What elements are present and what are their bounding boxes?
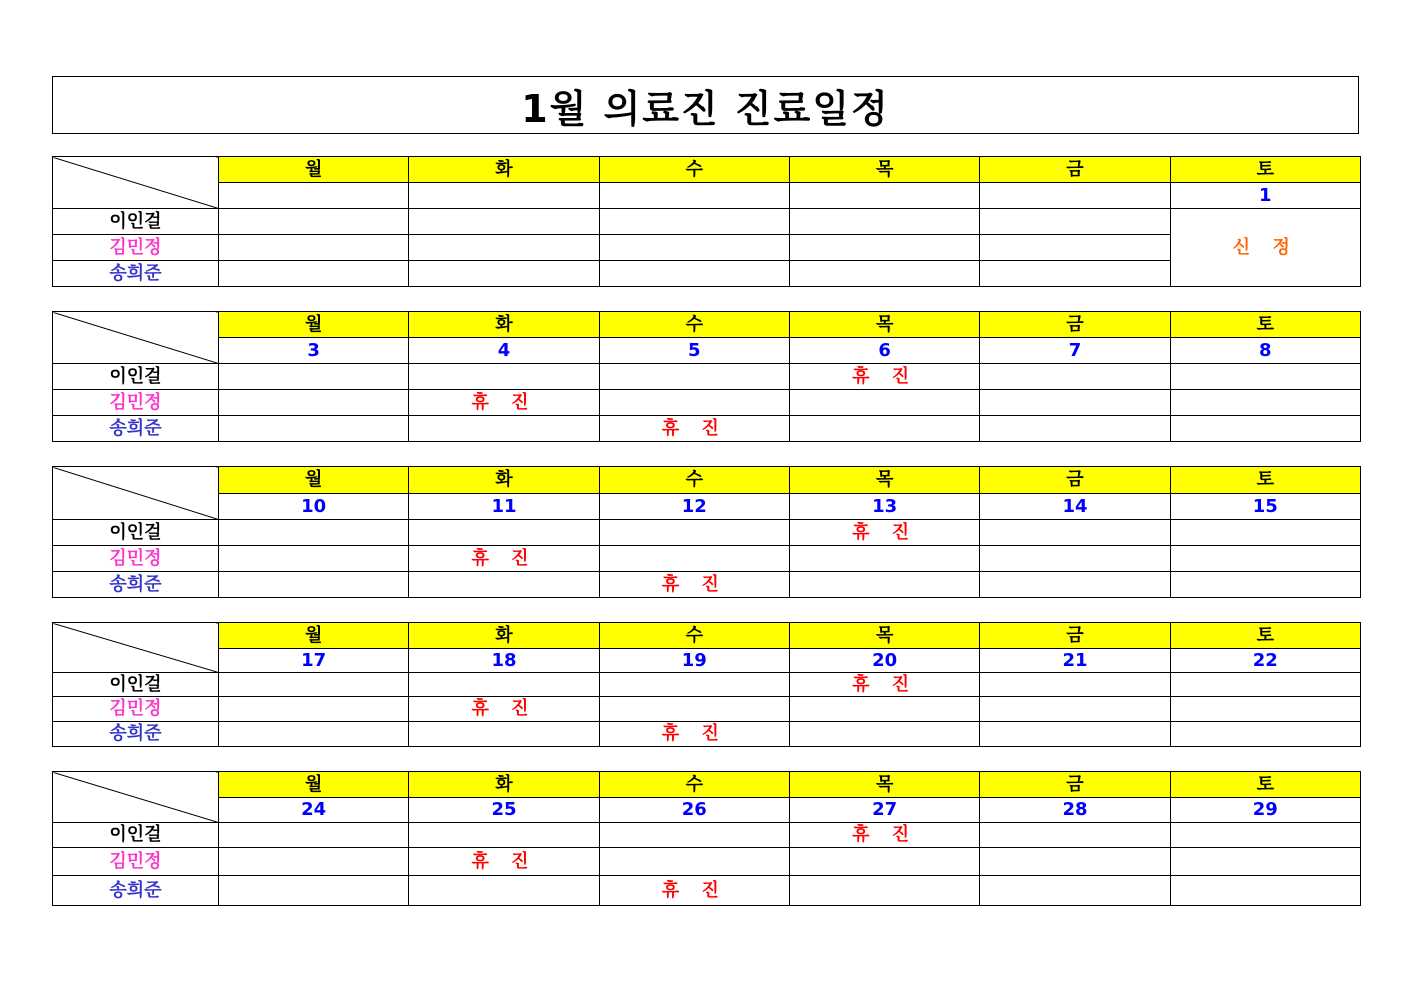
date-cell: 10 [219,494,409,520]
day-off-cell: 휴 진 [409,390,599,416]
date-cell: 14 [980,494,1170,520]
day-header-sat: 토 [1170,772,1360,798]
doctor-name-2: 김민정 [53,235,219,261]
day-header-mon: 월 [219,157,409,183]
day-off-cell: 휴 진 [409,546,599,572]
day-header-fri: 금 [980,312,1170,338]
day-header-sat: 토 [1170,157,1360,183]
schedule-cell [789,697,979,722]
schedule-cell [1170,364,1360,390]
schedule-cell [219,416,409,442]
schedule-cell [409,876,599,906]
schedule-cell [789,390,979,416]
day-header-tue: 화 [409,772,599,798]
schedule-cell [219,364,409,390]
day-header-wed: 수 [599,623,789,649]
day-header-tue: 화 [409,312,599,338]
day-off-cell: 휴 진 [789,823,979,848]
schedule-cell [219,261,409,287]
day-off-cell: 휴 진 [789,364,979,390]
day-off-cell: 휴 진 [789,673,979,697]
date-cell [980,183,1170,209]
day-header-tue: 화 [409,157,599,183]
schedule-cell [409,823,599,848]
week-table-5 [52,771,1361,906]
day-off-cell: 휴 진 [599,722,789,747]
schedule-cell [1170,546,1360,572]
schedule-cell [219,823,409,848]
date-cell: 26 [599,798,789,823]
date-cell: 20 [789,649,979,673]
schedule-cell [789,261,979,287]
schedule-cell [409,235,599,261]
date-cell: 28 [980,798,1170,823]
schedule-cell [599,390,789,416]
date-cell: 29 [1170,798,1360,823]
day-header-tue: 화 [409,623,599,649]
day-header-thu: 목 [789,772,979,798]
date-cell: 7 [980,338,1170,364]
date-cell: 3 [219,338,409,364]
doctor-name-2: 김민정 [53,390,219,416]
day-header-mon: 월 [219,623,409,649]
date-cell [219,183,409,209]
schedule-cell [1170,697,1360,722]
schedule-cell [980,823,1170,848]
schedule-cell [409,520,599,546]
schedule-cell [409,416,599,442]
schedule-cell [1170,520,1360,546]
schedule-cell [980,876,1170,906]
day-off-cell: 휴 진 [599,572,789,598]
schedule-cell [980,261,1170,287]
date-cell: 13 [789,494,979,520]
schedule-cell [409,261,599,287]
schedule-cell [599,697,789,722]
schedule-cell [1170,416,1360,442]
schedule-cell [789,722,979,747]
schedule-cell [219,848,409,876]
schedule-cell [980,390,1170,416]
week-table-2 [52,311,1361,442]
schedule-cell [789,876,979,906]
doctor-name-2: 김민정 [53,546,219,572]
schedule-cell [219,572,409,598]
date-cell: 22 [1170,649,1360,673]
date-cell [599,183,789,209]
week-table-4 [52,622,1361,747]
week-table-1 [52,156,1361,287]
schedule-cell [599,261,789,287]
date-cell [789,183,979,209]
schedule-cell [1170,572,1360,598]
schedule-cell [409,364,599,390]
day-header-thu: 목 [789,157,979,183]
schedule-cell [219,673,409,697]
date-cell: 27 [789,798,979,823]
date-cell: 19 [599,649,789,673]
day-header-fri: 금 [980,467,1170,494]
schedule-cell [789,546,979,572]
holiday-cell: 신 정 [1170,209,1360,287]
doctor-name-2: 김민정 [53,697,219,722]
schedule-cell [789,209,979,235]
schedule-cell [409,673,599,697]
day-header-wed: 수 [599,157,789,183]
day-off-cell: 휴 진 [409,697,599,722]
schedule-cell [219,697,409,722]
schedule-cell [789,235,979,261]
day-header-mon: 월 [219,312,409,338]
schedule-cell [1170,673,1360,697]
schedule-cell [980,546,1170,572]
day-off-cell: 휴 진 [789,520,979,546]
date-cell: 8 [1170,338,1360,364]
date-cell: 21 [980,649,1170,673]
schedule-cell [980,722,1170,747]
schedule-cell [1170,848,1360,876]
doctor-name-1: 이인걸 [53,520,219,546]
doctor-name-3: 송희준 [53,261,219,287]
corner-cell [53,467,219,520]
schedule-cell [599,823,789,848]
doctor-name-3: 송희준 [53,876,219,906]
schedule-cell [980,673,1170,697]
schedule-cell [1170,823,1360,848]
schedule-cell [219,520,409,546]
day-header-wed: 수 [599,772,789,798]
day-header-mon: 월 [219,772,409,798]
doctor-name-3: 송희준 [53,722,219,747]
schedule-cell [789,572,979,598]
schedule-cell [980,416,1170,442]
date-cell: 17 [219,649,409,673]
day-header-fri: 금 [980,772,1170,798]
date-cell: 1 [1170,183,1360,209]
schedule-cell [599,673,789,697]
schedule-cell [409,572,599,598]
day-header-sat: 토 [1170,312,1360,338]
date-cell: 18 [409,649,599,673]
schedule-cell [980,364,1170,390]
doctor-name-2: 김민정 [53,848,219,876]
day-header-wed: 수 [599,467,789,494]
doctor-name-1: 이인걸 [53,673,219,697]
schedule-cell [219,235,409,261]
day-header-thu: 목 [789,467,979,494]
schedule-cell [789,848,979,876]
schedule-cell [219,390,409,416]
date-cell: 24 [219,798,409,823]
schedule-cell [219,722,409,747]
date-cell: 6 [789,338,979,364]
date-cell: 15 [1170,494,1360,520]
schedule-cell [599,520,789,546]
day-off-cell: 휴 진 [599,876,789,906]
page-title: 1월 의료진 진료일정 [521,86,890,131]
schedule-cell [980,848,1170,876]
day-header-fri: 금 [980,623,1170,649]
date-cell: 11 [409,494,599,520]
day-header-tue: 화 [409,467,599,494]
schedule-cell [219,209,409,235]
schedule-cell [599,848,789,876]
day-header-thu: 목 [789,623,979,649]
schedule-cell [599,546,789,572]
doctor-name-1: 이인걸 [53,209,219,235]
day-header-mon: 월 [219,467,409,494]
day-header-fri: 금 [980,157,1170,183]
schedule-cell [1170,390,1360,416]
schedule-cell [409,209,599,235]
schedule-cell [980,209,1170,235]
corner-cell [53,623,219,673]
doctor-name-3: 송희준 [53,416,219,442]
corner-cell [53,312,219,364]
schedule-cell [219,876,409,906]
day-header-thu: 목 [789,312,979,338]
schedule-cell [599,209,789,235]
schedule-cell [599,235,789,261]
schedule-cell [1170,876,1360,906]
week-table-3 [52,466,1361,598]
day-header-wed: 수 [599,312,789,338]
schedule-cell [219,546,409,572]
schedule-cell [1170,722,1360,747]
corner-cell [53,157,219,209]
schedule-cell [409,722,599,747]
schedule-cell [789,416,979,442]
schedule-cell [599,364,789,390]
date-cell [409,183,599,209]
doctor-name-1: 이인걸 [53,364,219,390]
schedule-title-box [52,76,1359,134]
schedule-cell [980,572,1170,598]
day-off-cell: 휴 진 [599,416,789,442]
schedule-cell [980,697,1170,722]
schedule-cell [980,520,1170,546]
doctor-name-3: 송희준 [53,572,219,598]
corner-cell [53,772,219,823]
day-header-sat: 토 [1170,623,1360,649]
date-cell: 5 [599,338,789,364]
date-cell: 4 [409,338,599,364]
date-cell: 25 [409,798,599,823]
day-header-sat: 토 [1170,467,1360,494]
schedule-cell [980,235,1170,261]
date-cell: 12 [599,494,789,520]
day-off-cell: 휴 진 [409,848,599,876]
doctor-name-1: 이인걸 [53,823,219,848]
